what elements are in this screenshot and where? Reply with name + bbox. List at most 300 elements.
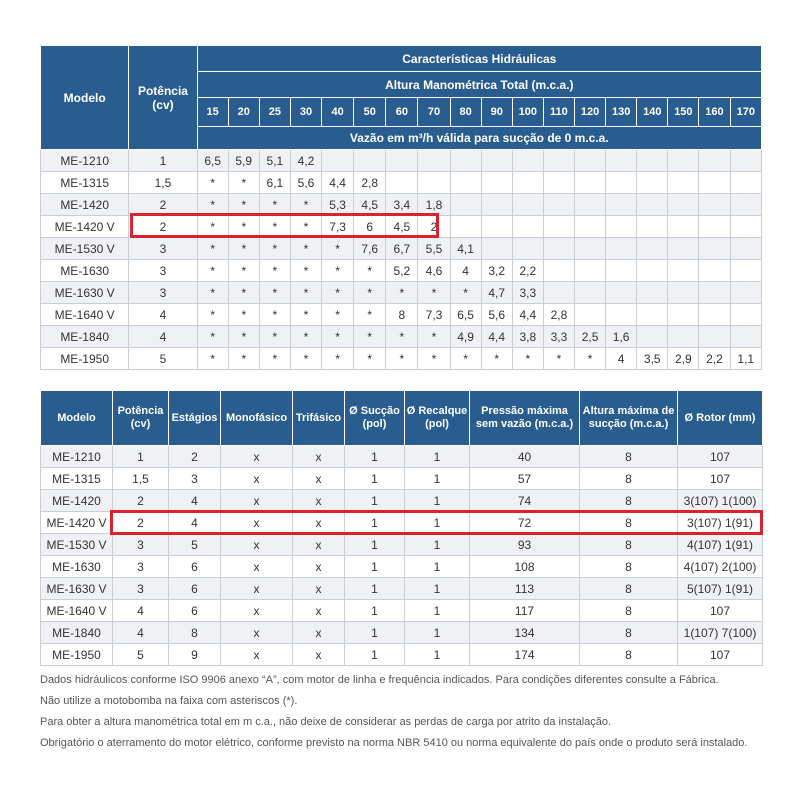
spec-cell: 1	[405, 644, 470, 666]
spec-cell: x	[221, 622, 293, 644]
flow-cell: *	[543, 348, 574, 370]
head-col-50: 50	[354, 98, 386, 127]
flow-cell: 3,4	[386, 194, 418, 216]
flow-cell: *	[512, 348, 543, 370]
spec-col-7: Pressão máxima sem vazão (m.c.a.)	[470, 391, 580, 446]
flow-cell: 4,2	[290, 150, 321, 172]
spec-row	[41, 556, 763, 578]
spec-cell: 57	[470, 468, 580, 490]
flow-cell	[668, 150, 699, 172]
spec-cell: x	[293, 490, 345, 512]
flow-cell	[699, 326, 730, 348]
flow-cell: *	[322, 282, 354, 304]
flow-cell: *	[228, 348, 259, 370]
spec-cell: 1	[113, 446, 169, 468]
model-cell: ME-1640 V	[41, 304, 129, 326]
spec-cell: 6	[169, 600, 221, 622]
spec-cell: 1	[405, 468, 470, 490]
flow-cell: *	[418, 282, 450, 304]
flow-cell	[418, 172, 450, 194]
flow-cell: 5,6	[290, 172, 321, 194]
flow-cell: 4,9	[450, 326, 481, 348]
spec-cell: ME-1630 V	[41, 578, 113, 600]
spec-cell: 1	[405, 600, 470, 622]
spec-cell: ME-1210	[41, 446, 113, 468]
flow-cell: 4,1	[450, 238, 481, 260]
flow-cell: *	[354, 260, 386, 282]
hydraulic-row	[41, 348, 762, 370]
spec-row	[41, 534, 763, 556]
spec-cell: 9	[169, 644, 221, 666]
flow-cell	[606, 304, 637, 326]
flow-cell: *	[228, 172, 259, 194]
flow-cell: 7,3	[322, 216, 354, 238]
head-col-20: 20	[228, 98, 259, 127]
flow-cell: 4,5	[354, 194, 386, 216]
flow-cell: 2	[418, 216, 450, 238]
power-cell: 5	[129, 348, 197, 370]
spec-cell: 107	[678, 644, 763, 666]
spec-cell: ME-1630	[41, 556, 113, 578]
spec-cell: ME-1420	[41, 490, 113, 512]
col-modelo: Modelo	[41, 46, 129, 150]
flow-cell: *	[197, 260, 228, 282]
flow-cell: *	[290, 282, 321, 304]
spec-cell: 174	[470, 644, 580, 666]
model-cell: ME-1630 V	[41, 282, 129, 304]
spec-cell: ME-1530 V	[41, 534, 113, 556]
spec-row	[41, 644, 763, 666]
flow-cell: 2,9	[668, 348, 699, 370]
spec-cell: 5(107) 1(91)	[678, 578, 763, 600]
spec-cell: 4	[169, 512, 221, 534]
flow-cell: *	[481, 348, 512, 370]
spec-cell: x	[221, 578, 293, 600]
flow-cell: *	[228, 238, 259, 260]
spec-cell: 1	[405, 534, 470, 556]
power-cell: 2	[129, 194, 197, 216]
flow-cell: 3,8	[512, 326, 543, 348]
flow-cell	[322, 150, 354, 172]
spec-col-8: Altura máxima de sucção (m.c.a.)	[580, 391, 678, 446]
flow-cell	[606, 172, 637, 194]
spec-cell: 1	[345, 512, 405, 534]
flow-cell	[699, 282, 730, 304]
spec-cell: 8	[580, 600, 678, 622]
hydraulic-row	[41, 304, 762, 326]
flow-cell: *	[259, 216, 290, 238]
spec-col-3: Monofásico	[221, 391, 293, 446]
spec-col-9: Ø Rotor (mm)	[678, 391, 763, 446]
flow-cell: *	[259, 282, 290, 304]
flow-cell: 2,2	[512, 260, 543, 282]
flow-cell: *	[259, 238, 290, 260]
spec-cell: x	[221, 556, 293, 578]
flow-cell: *	[574, 348, 605, 370]
flow-cell: *	[418, 326, 450, 348]
flow-cell: 6,5	[450, 304, 481, 326]
flow-cell: 4	[606, 348, 637, 370]
flow-cell: 4,7	[481, 282, 512, 304]
spec-cell: 108	[470, 556, 580, 578]
flow-cell	[668, 238, 699, 260]
flow-cell	[574, 260, 605, 282]
flow-cell	[574, 150, 605, 172]
flow-cell	[637, 304, 668, 326]
spec-row	[41, 578, 763, 600]
flow-cell	[574, 238, 605, 260]
flow-cell	[699, 150, 730, 172]
spec-cell: 1	[345, 446, 405, 468]
flow-cell: *	[322, 238, 354, 260]
flow-cell	[512, 216, 543, 238]
spec-cell: 40	[470, 446, 580, 468]
flow-cell: *	[386, 282, 418, 304]
flow-cell	[637, 260, 668, 282]
model-cell: ME-1530 V	[41, 238, 129, 260]
flow-cell	[730, 194, 761, 216]
power-cell: 1	[129, 150, 197, 172]
flow-cell	[512, 150, 543, 172]
flow-cell	[512, 194, 543, 216]
flow-cell	[699, 216, 730, 238]
spec-cell: x	[221, 512, 293, 534]
model-cell: ME-1315	[41, 172, 129, 194]
model-cell: ME-1420 V	[41, 216, 129, 238]
flow-cell: 7,6	[354, 238, 386, 260]
flow-cell	[543, 172, 574, 194]
spec-cell: 2	[169, 446, 221, 468]
flow-cell: 5,1	[259, 150, 290, 172]
flow-cell	[668, 216, 699, 238]
flow-cell	[512, 172, 543, 194]
flow-cell: 2,8	[354, 172, 386, 194]
flow-cell	[574, 216, 605, 238]
flow-cell	[574, 194, 605, 216]
flow-cell: *	[259, 326, 290, 348]
flow-cell: *	[354, 282, 386, 304]
flow-cell	[606, 216, 637, 238]
spec-cell: 8	[169, 622, 221, 644]
spec-cell: x	[221, 490, 293, 512]
flow-cell: *	[197, 348, 228, 370]
spec-cell: 1	[405, 490, 470, 512]
flow-cell: 4,4	[512, 304, 543, 326]
spec-cell: 72	[470, 512, 580, 534]
flow-cell	[668, 194, 699, 216]
flow-cell	[637, 194, 668, 216]
flow-cell	[606, 194, 637, 216]
flow-cell: 6	[354, 216, 386, 238]
caracteristicas-title: Características Hidráulicas	[197, 46, 761, 72]
spec-cell: 4	[113, 600, 169, 622]
spec-row	[41, 490, 763, 512]
footnote: Obrigatório o aterramento do motor elétrico, conforme previsto na norma NBR 5410 ou norma equivalente do país onde o produto será instalado.	[40, 737, 748, 749]
spec-cell: 107	[678, 600, 763, 622]
flow-cell	[730, 238, 761, 260]
flow-cell: *	[450, 282, 481, 304]
flow-cell: *	[290, 326, 321, 348]
hydraulic-row	[41, 150, 762, 172]
flow-cell	[574, 282, 605, 304]
spec-cell: 1	[405, 446, 470, 468]
flow-cell	[481, 194, 512, 216]
spec-cell: 1,5	[113, 468, 169, 490]
spec-cell: ME-1315	[41, 468, 113, 490]
spec-cell: 4	[169, 490, 221, 512]
flow-cell: *	[290, 238, 321, 260]
spec-cell: 3	[113, 534, 169, 556]
flow-cell	[730, 216, 761, 238]
spec-cell: 8	[580, 556, 678, 578]
spec-cell: 1(107) 7(100)	[678, 622, 763, 644]
head-col-140: 140	[637, 98, 668, 127]
spec-cell: x	[221, 534, 293, 556]
flow-cell	[386, 172, 418, 194]
spec-col-1: Potência (cv)	[113, 391, 169, 446]
head-col-130: 130	[606, 98, 637, 127]
flow-cell	[637, 238, 668, 260]
spec-row	[41, 468, 763, 490]
flow-cell	[574, 304, 605, 326]
flow-cell	[668, 304, 699, 326]
flow-cell: *	[228, 326, 259, 348]
footnote: Para obter a altura manométrica total em m c.a., não deixe de considerar as perdas de carga por atrito da instalação.	[40, 716, 612, 728]
flow-cell: 3,2	[481, 260, 512, 282]
flow-cell	[418, 150, 450, 172]
spec-cell: 1	[405, 622, 470, 644]
model-cell: ME-1840	[41, 326, 129, 348]
spec-col-2: Estágios	[169, 391, 221, 446]
flow-cell: 1,8	[418, 194, 450, 216]
spec-cell: x	[293, 446, 345, 468]
flow-cell: 5,5	[418, 238, 450, 260]
hydraulic-row	[41, 282, 762, 304]
flow-cell: 2,5	[574, 326, 605, 348]
flow-cell: *	[259, 260, 290, 282]
flow-cell: *	[228, 260, 259, 282]
flow-cell: 4,6	[418, 260, 450, 282]
spec-cell: 4	[113, 622, 169, 644]
spec-cell: 1	[345, 490, 405, 512]
flow-cell: *	[228, 282, 259, 304]
flow-cell: 5,9	[228, 150, 259, 172]
spec-cell: 5	[113, 644, 169, 666]
flow-cell: *	[322, 260, 354, 282]
spec-col-4: Trifásico	[293, 391, 345, 446]
model-cell: ME-1420	[41, 194, 129, 216]
flow-cell	[481, 216, 512, 238]
head-col-60: 60	[386, 98, 418, 127]
spec-cell: 5	[169, 534, 221, 556]
flow-cell	[450, 150, 481, 172]
flow-cell	[543, 150, 574, 172]
flow-cell: 5,6	[481, 304, 512, 326]
flow-cell: 3,5	[637, 348, 668, 370]
spec-cell: 8	[580, 512, 678, 534]
spec-cell: ME-1640 V	[41, 600, 113, 622]
spec-cell: 1	[345, 600, 405, 622]
spec-cell: 74	[470, 490, 580, 512]
spec-cell: x	[293, 622, 345, 644]
flow-cell: *	[290, 348, 321, 370]
spec-cell: x	[293, 556, 345, 578]
col-potencia: Potência (cv)	[129, 46, 197, 150]
spec-cell: x	[293, 600, 345, 622]
spec-cell: x	[293, 468, 345, 490]
head-col-25: 25	[259, 98, 290, 127]
hydraulic-row	[41, 326, 762, 348]
spec-cell: x	[293, 512, 345, 534]
spec-cell: 6	[169, 556, 221, 578]
flow-cell: *	[354, 348, 386, 370]
flow-cell: *	[354, 326, 386, 348]
flow-cell: *	[197, 194, 228, 216]
power-cell: 4	[129, 304, 197, 326]
power-cell: 1,5	[129, 172, 197, 194]
flow-cell: 6,1	[259, 172, 290, 194]
flow-cell	[730, 304, 761, 326]
flow-cell: 2,2	[699, 348, 730, 370]
flow-cell	[543, 238, 574, 260]
flow-cell	[637, 326, 668, 348]
flow-cell	[606, 282, 637, 304]
spec-cell: 8	[580, 622, 678, 644]
flow-cell	[543, 282, 574, 304]
head-col-80: 80	[450, 98, 481, 127]
flow-cell: 2,8	[543, 304, 574, 326]
highlight-me-1420-v-hydraulic	[130, 213, 439, 238]
spec-cell: 2	[113, 490, 169, 512]
spec-cell: 3	[113, 556, 169, 578]
flow-cell: 8	[386, 304, 418, 326]
footnote: Não utilize a motobomba na faixa com asteriscos (*).	[40, 695, 298, 707]
model-cell: ME-1210	[41, 150, 129, 172]
flow-cell	[606, 260, 637, 282]
flow-cell: *	[197, 172, 228, 194]
hydraulic-row	[41, 238, 762, 260]
spec-cell: ME-1420 V	[41, 512, 113, 534]
spec-cell: 107	[678, 468, 763, 490]
flow-cell	[637, 172, 668, 194]
spec-cell: x	[221, 644, 293, 666]
flow-cell: *	[322, 348, 354, 370]
head-col-110: 110	[543, 98, 574, 127]
spec-cell: 4(107) 1(91)	[678, 534, 763, 556]
head-col-70: 70	[418, 98, 450, 127]
flow-cell: *	[259, 348, 290, 370]
hydraulic-table	[40, 45, 762, 370]
flow-cell: *	[290, 216, 321, 238]
spec-cell: 8	[580, 468, 678, 490]
flow-cell: *	[322, 304, 354, 326]
flow-cell	[668, 260, 699, 282]
flow-cell: 6,7	[386, 238, 418, 260]
flow-cell: *	[290, 260, 321, 282]
flow-cell	[730, 260, 761, 282]
spec-cell: 8	[580, 534, 678, 556]
spec-cell: 93	[470, 534, 580, 556]
spec-cell: x	[221, 600, 293, 622]
flow-cell	[450, 194, 481, 216]
spec-cell: ME-1840	[41, 622, 113, 644]
flow-cell: *	[197, 282, 228, 304]
spec-cell: x	[221, 468, 293, 490]
spec-cell: 1	[345, 468, 405, 490]
flow-cell	[730, 326, 761, 348]
spec-cell: 1	[405, 512, 470, 534]
flow-cell	[730, 172, 761, 194]
power-cell: 2	[129, 216, 197, 238]
flow-cell	[637, 216, 668, 238]
flow-cell: *	[197, 304, 228, 326]
flow-cell: *	[354, 304, 386, 326]
flow-cell	[699, 304, 730, 326]
spec-cell: 1	[345, 644, 405, 666]
head-col-15: 15	[197, 98, 228, 127]
spec-cell: x	[221, 446, 293, 468]
spec-cell: 8	[580, 446, 678, 468]
flow-cell: 4	[450, 260, 481, 282]
flow-cell	[668, 326, 699, 348]
flow-cell: 4,4	[481, 326, 512, 348]
spec-col-0: Modelo	[41, 391, 113, 446]
spec-cell: 1	[345, 578, 405, 600]
flow-cell	[543, 216, 574, 238]
spec-cell: 8	[580, 644, 678, 666]
flow-cell	[450, 216, 481, 238]
spec-cell: x	[293, 578, 345, 600]
head-col-160: 160	[699, 98, 730, 127]
flow-cell	[450, 172, 481, 194]
flow-cell: *	[386, 326, 418, 348]
power-cell: 4	[129, 326, 197, 348]
vazao-title: Vazão em m³/h válida para sucção de 0 m.c.a.	[197, 127, 761, 150]
flow-cell	[481, 150, 512, 172]
flow-cell: *	[259, 194, 290, 216]
spec-cell: 113	[470, 578, 580, 600]
flow-cell: *	[228, 216, 259, 238]
flow-cell: 5,3	[322, 194, 354, 216]
spec-cell: 6	[169, 578, 221, 600]
flow-cell	[481, 172, 512, 194]
flow-cell: *	[197, 238, 228, 260]
flow-cell	[481, 238, 512, 260]
head-col-150: 150	[668, 98, 699, 127]
footnote: Dados hidráulicos conforme ISO 9906 anexo “A”, com motor de linha e frequência indicados. Para condições diferentes consulte a Fábrica.	[40, 674, 719, 686]
flow-cell	[699, 194, 730, 216]
spec-cell: 1	[405, 578, 470, 600]
spec-cell: 4(107) 2(100)	[678, 556, 763, 578]
flow-cell: 5,2	[386, 260, 418, 282]
spec-cell: 2	[113, 512, 169, 534]
spec-cell: 1	[345, 622, 405, 644]
spec-cell: 3	[113, 578, 169, 600]
flow-cell	[354, 150, 386, 172]
spec-cell: 3(107) 1(91)	[678, 512, 763, 534]
flow-cell: *	[386, 348, 418, 370]
flow-cell	[730, 282, 761, 304]
spec-cell: 134	[470, 622, 580, 644]
altura-title: Altura Manométrica Total (m.c.a.)	[197, 72, 761, 98]
flow-cell	[512, 238, 543, 260]
flow-cell	[699, 172, 730, 194]
flow-cell	[574, 172, 605, 194]
spec-cell: x	[293, 534, 345, 556]
spec-row	[41, 600, 763, 622]
flow-cell: 4,5	[386, 216, 418, 238]
flow-cell	[668, 282, 699, 304]
